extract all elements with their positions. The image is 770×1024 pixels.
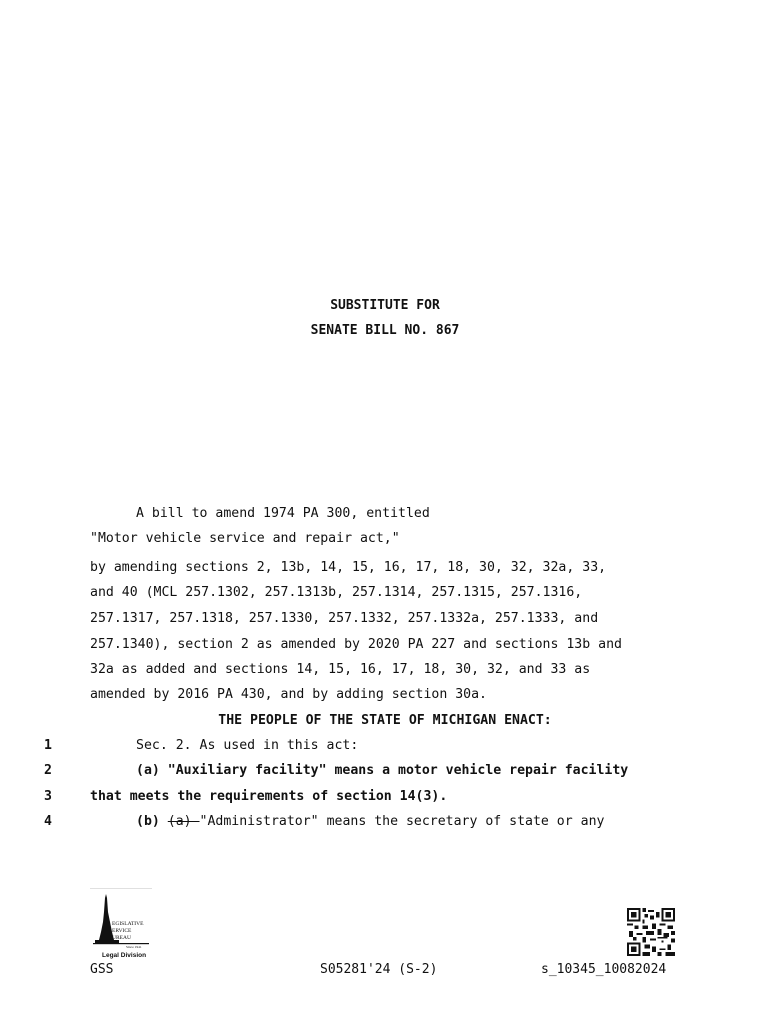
qr-code [627, 908, 675, 956]
bill-title-line1: SUBSTITUTE FOR [330, 298, 440, 313]
preamble-line: 257.1340), section 2 as amended by 2020 PA 227 and sections 13b and [90, 637, 622, 652]
preamble-line: and 40 (MCL 257.1302, 257.1313b, 257.1314, 257.1315, 257.1316, [90, 585, 583, 600]
logo-since: Since 1941 [126, 945, 142, 949]
line-number: 4 [44, 814, 52, 829]
body-line: Sec. 2. As used in this act: [136, 738, 359, 753]
body-line [136, 814, 604, 829]
logo-division: Legal Division [102, 952, 147, 959]
struck-text: (a) [167, 814, 200, 829]
preamble-line: A bill to amend 1974 PA 300, entitled [136, 506, 430, 521]
added-text: (b) [136, 814, 168, 829]
logo-line1: EGISLATIVE [112, 921, 144, 927]
preamble-line: amended by 2016 PA 430, and by adding section 30a. [90, 687, 487, 702]
preamble-line: "Motor vehicle service and repair act," [90, 531, 400, 546]
body-line: that meets the requirements of section 14(3). [90, 789, 448, 804]
footer-drafter-initials: GSS [90, 962, 114, 977]
footer-file-id: s_10345_10082024 [541, 962, 667, 977]
line-number: 3 [44, 789, 52, 804]
line-number: 2 [44, 763, 52, 778]
body-line: (a) "Auxiliary facility" means a motor vehicle repair facility [136, 763, 629, 778]
logo-line2: ERVICE [112, 928, 132, 934]
preamble-line: 32a as added and sections 14, 15, 16, 17, 18, 30, 32, and 33 as [90, 662, 591, 677]
preamble-line: by amending sections 2, 13b, 14, 15, 16, 17, 18, 30, 32, 32a, 33, [90, 560, 607, 575]
body-text: "Administrator" means the secretary of state or any [199, 814, 605, 829]
footer-document-id: S05281'24 (S-2) [320, 962, 438, 977]
bill-title-line2: SENATE BILL NO. 867 [310, 323, 460, 338]
logo-line3: UREAU [112, 935, 131, 941]
line-number: 1 [44, 738, 52, 753]
preamble-line: 257.1317, 257.1318, 257.1330, 257.1332, 257.1332a, 257.1333, and [90, 611, 599, 626]
legislative-service-bureau-logo [90, 888, 152, 960]
enacting-clause: THE PEOPLE OF THE STATE OF MICHIGAN ENACT: [218, 713, 552, 728]
